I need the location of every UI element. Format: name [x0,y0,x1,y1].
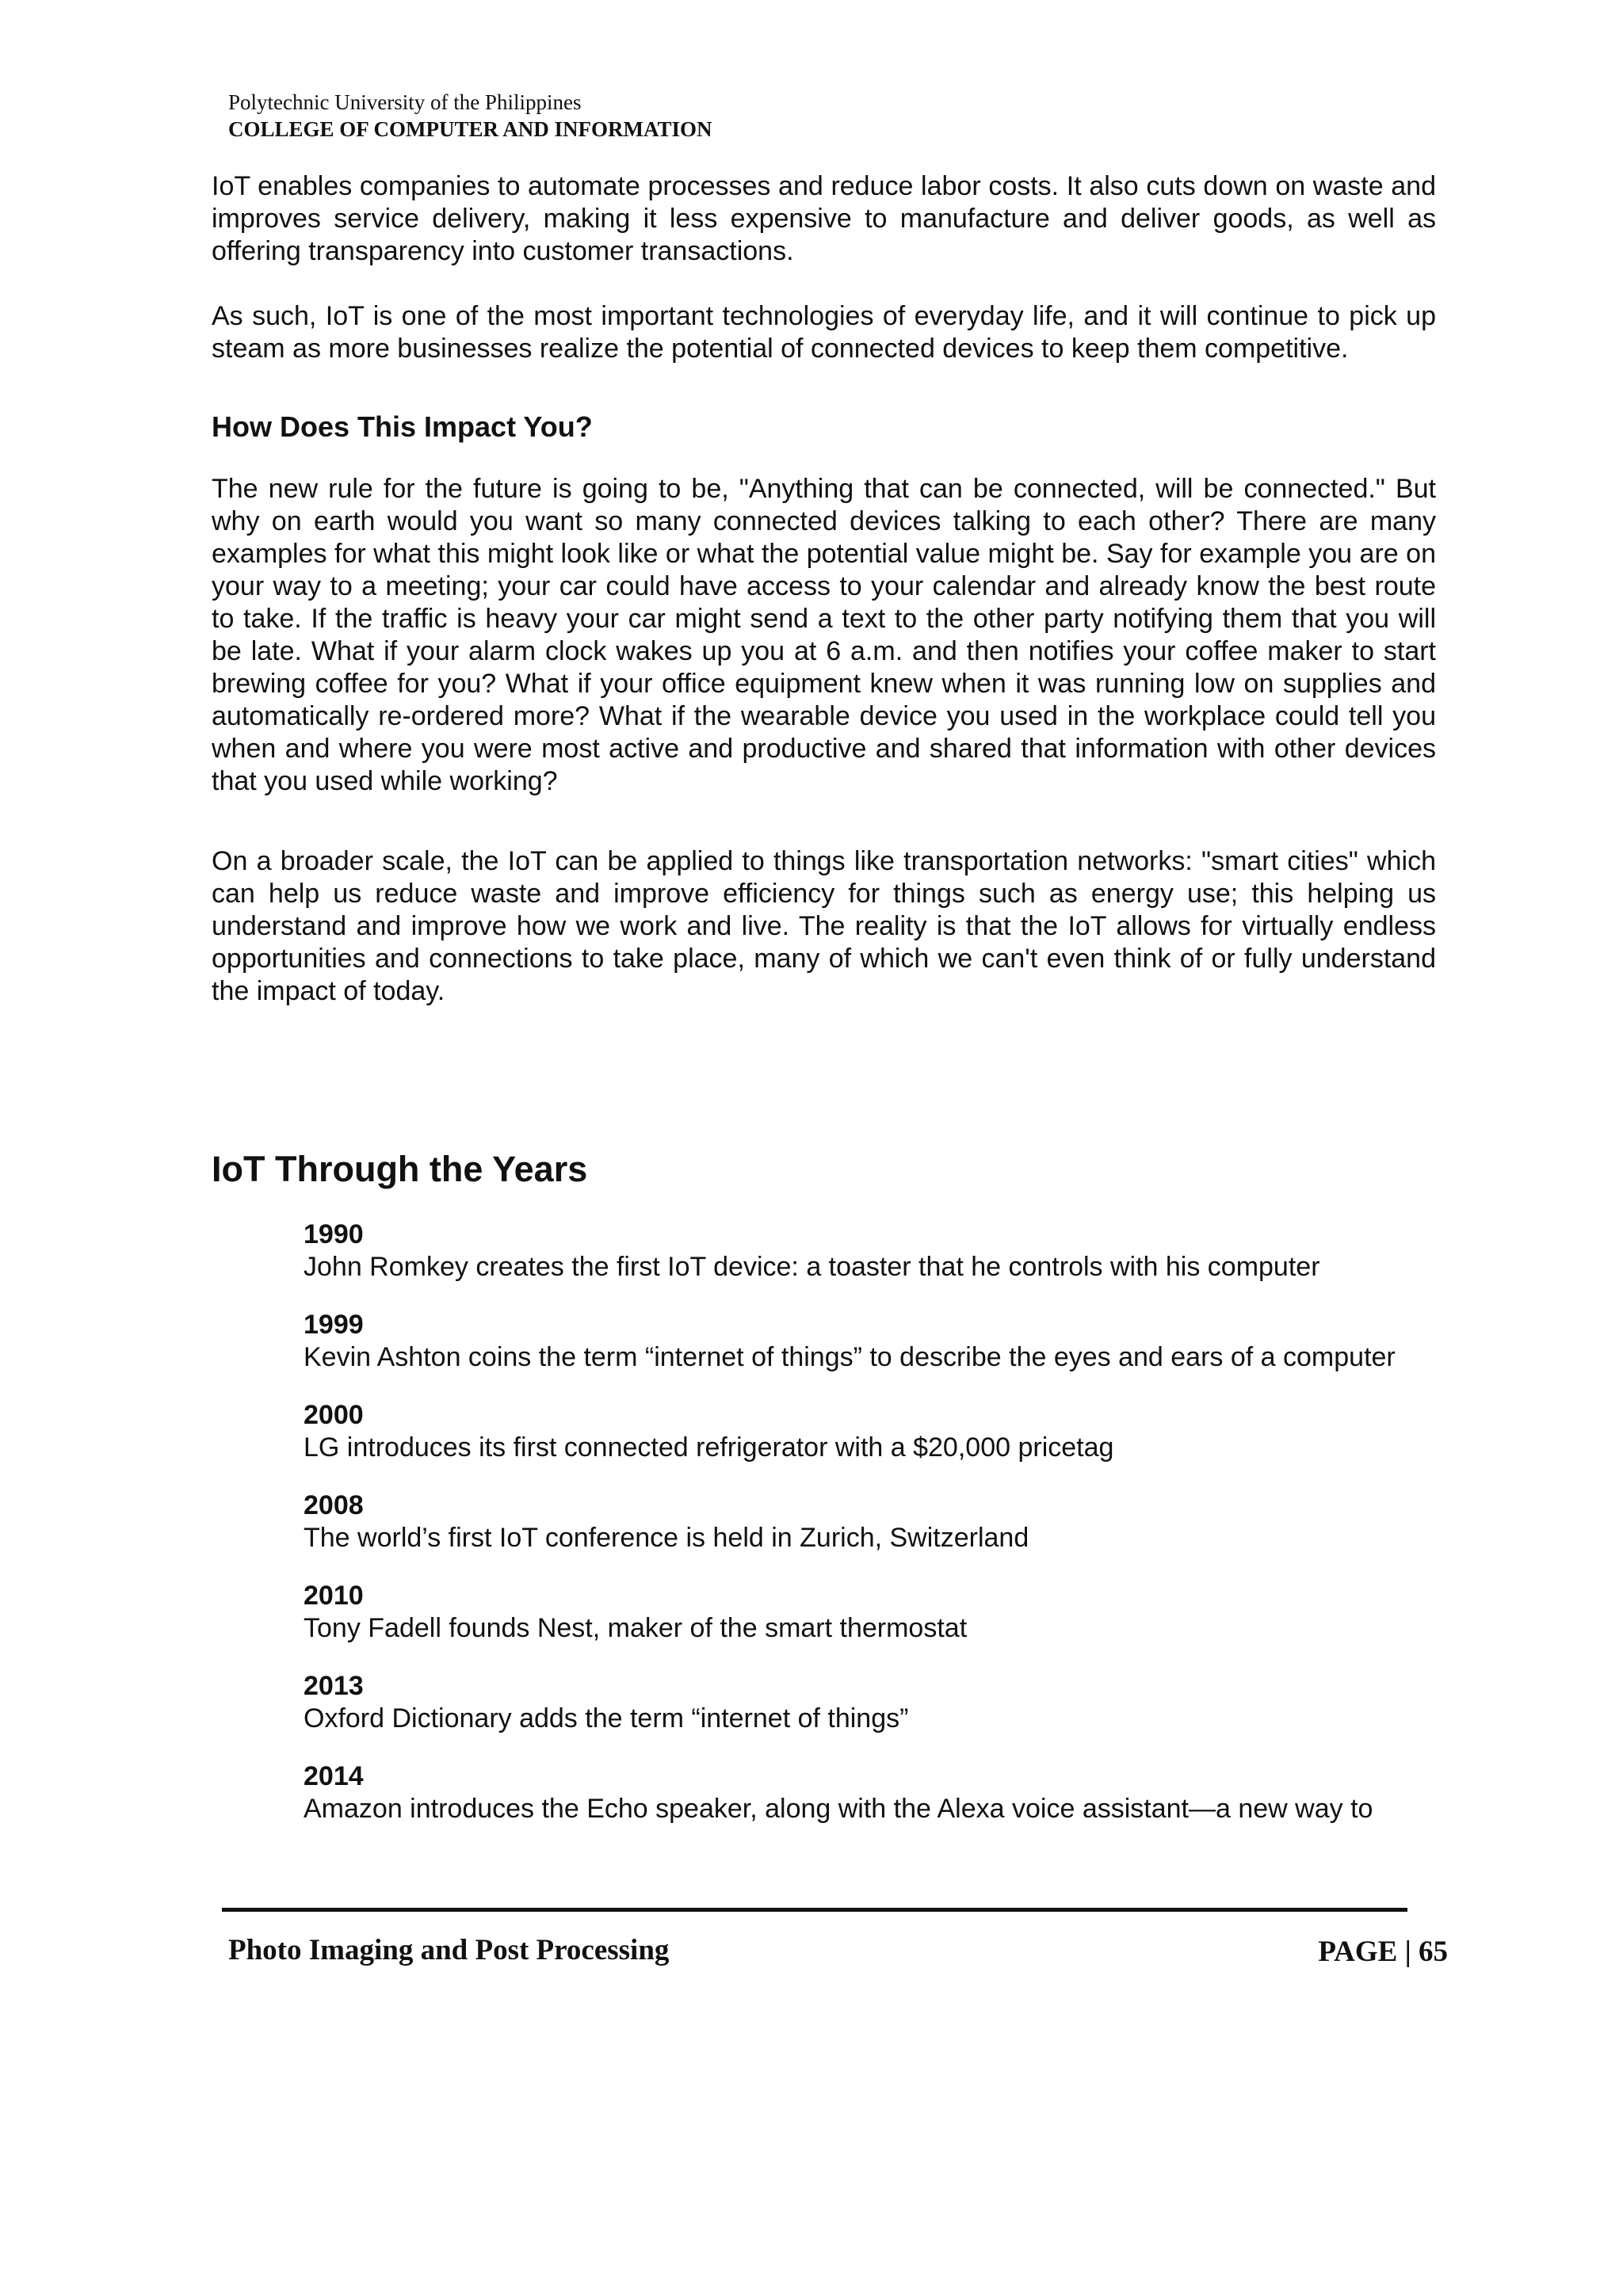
paragraph-iot-benefits: IoT enables companies to automate processes and reduce labor costs. It also cuts down on waste and improves service delivery, making it less expensive to manufacture and deliver goods, as well as offering transparency into customer transactions. [212,171,1436,266]
timeline-year: 2010 [304,1581,364,1611]
paragraph-broader-scale: On a broader scale, the IoT can be applied to things like transportation networks: "smart cities" which can help us reduce waste and improve efficiency for things such as energy use; this helping us understand and improve how we work and live. The reality is that the IoT allows for virtually endless opportunities and connections to take place, many of which we can't even think of or fully understand the impact of today. [212,846,1436,1006]
timeline-event: Kevin Ashton coins the term “internet of things” to describe the eyes and ears of a computer [304,1342,1396,1372]
timeline-year: 2008 [304,1490,364,1520]
timeline-year: 1990 [304,1219,364,1249]
timeline-event: Tony Fadell founds Nest, maker of the smart thermostat [304,1613,968,1643]
section-heading-impact: How Does This Impact You? [212,410,593,443]
page-number: PAGE | 65 [1318,1936,1448,1968]
timeline-year: 2014 [304,1761,364,1791]
page-header [228,89,712,143]
timeline-item [304,1580,1436,1645]
footer-divider [222,1908,1407,1912]
timeline-item [304,1760,1436,1825]
timeline-year: 1999 [304,1310,364,1340]
timeline-event: Oxford Dictionary adds the term “internet of things” [304,1703,909,1733]
institution-name: Polytechnic University of the Philippines [228,90,582,114]
timeline-item [304,1309,1436,1374]
paragraph-impact: The new rule for the future is going to be, "Anything that can be connected, will be connected." But why on earth would you want so many connected devices talking to each other? There are many examples for what this might look like or what the potential value might be. Say for example you are on your way to a meeting; your car could have access to your calendar and already know the best route to take. If the traffic is heavy your car might send a text to the other party notifying them that you will be late. What if your alarm clock wakes up you at 6 a.m. and then notifies your coffee maker to start brewing coffee for you? What if your office equipment knew when it was running low on supplies and automatically re-ordered more? What if the wearable device you used in the workplace could tell you when and where you were most active and productive and shared that information with other devices that you used while working? [212,474,1436,796]
timeline-item [304,1670,1436,1735]
footer-course-title: Photo Imaging and Post Processing [228,1934,670,1966]
timeline-year: 2000 [304,1400,364,1430]
page-content [212,170,1436,1851]
section-heading-timeline: IoT Through the Years [212,1149,588,1189]
paragraph-iot-importance: As such, IoT is one of the most important technologies of everyday life, and it will continue to pick up steam as more businesses realize the potential of connected devices to keep them competitive. [212,301,1436,364]
timeline-item [304,1399,1436,1464]
timeline-event: Amazon introduces the Echo speaker, along with the Alexa voice assistant—a new way to [304,1794,1373,1824]
timeline-event: John Romkey creates the first IoT device: a toaster that he controls with his computer [304,1252,1320,1282]
college-name: COLLEGE OF COMPUTER AND INFORMATION [228,117,712,141]
timeline-list [304,1219,1436,1825]
timeline-event: The world’s first IoT conference is held in Zurich, Switzerland [304,1523,1029,1553]
timeline-year: 2013 [304,1671,364,1701]
timeline-item [304,1219,1436,1283]
timeline-item [304,1489,1436,1554]
timeline-event: LG introduces its first connected refrigerator with a $20,000 pricetag [304,1432,1114,1463]
